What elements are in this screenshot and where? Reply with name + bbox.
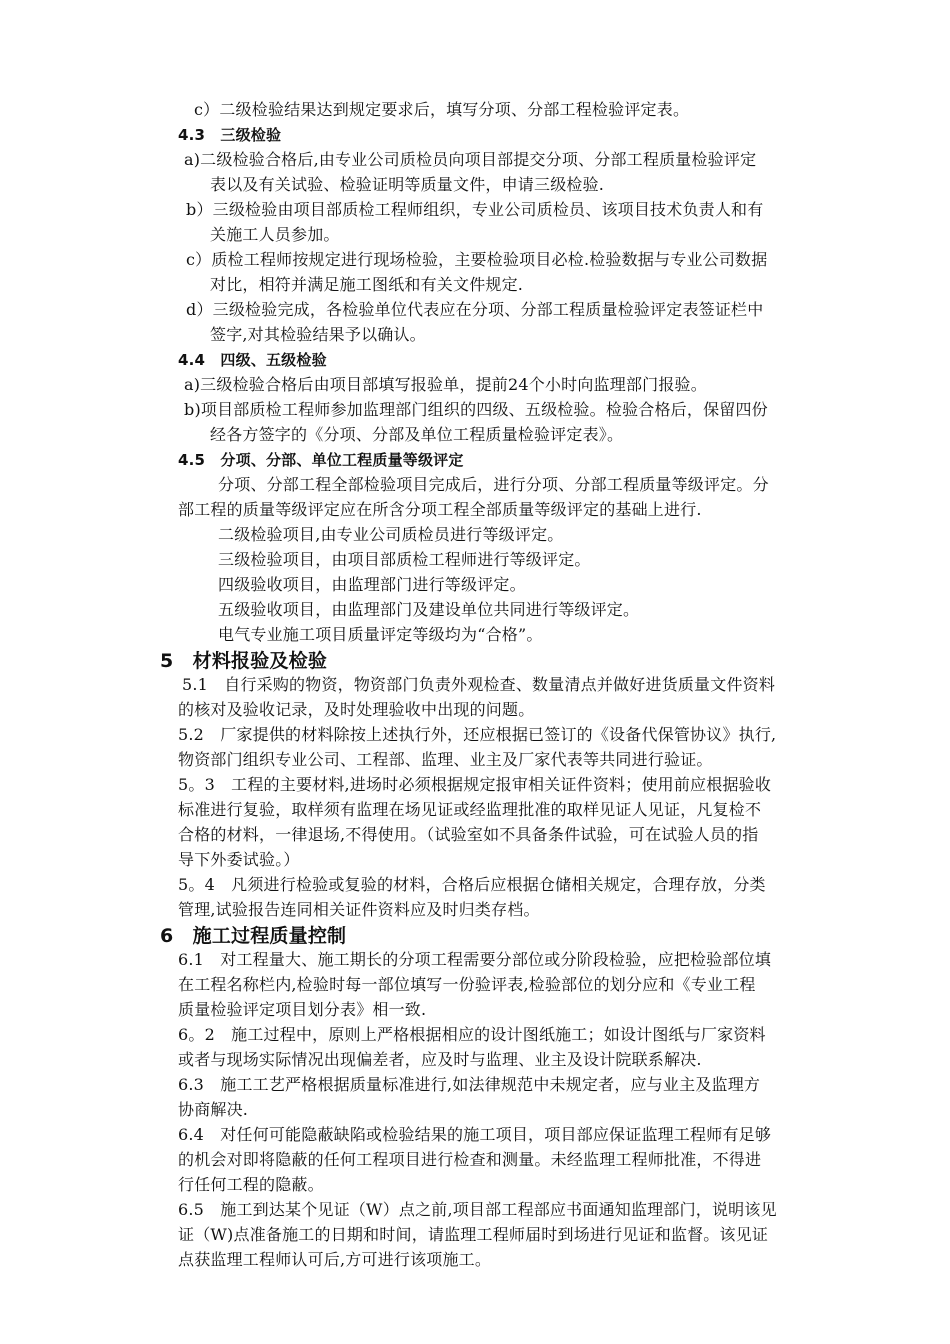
text-line: 行任何工程的隐蔽。 xyxy=(178,1175,324,1194)
text-line: 5。3 工程的主要材料,进场时必须根据规定报审相关证件资料；使用前应根据验收 xyxy=(178,775,772,794)
text-line: 物资部门组织专业公司、工程部、监理、业主及厂家代表等共同进行验证。 xyxy=(178,750,713,769)
text-line: 6.4 对任何可能隐蔽缺陷或检验结果的施工项目，项目部应保证监理工程师有足够 xyxy=(178,1125,772,1144)
text-line: 五级验收项目，由监理部门及建设单位共同进行等级评定。 xyxy=(218,600,640,619)
section-heading: 6 施工过程质量控制 xyxy=(160,925,347,947)
text-line: 分项、分部工程全部检验项目完成后，进行分项、分部工程质量等级评定。分 xyxy=(218,475,769,494)
section-heading: 5 材料报验及检验 xyxy=(160,650,328,672)
text-line: 电气专业施工项目质量评定等级均为“合格”。 xyxy=(218,625,543,644)
text-line: 5。4 凡须进行检验或复验的材料，合格后应根据仓储相关规定，合理存放，分类 xyxy=(178,875,766,894)
text-line: 在工程名称栏内,检验时每一部位填写一份验评表,检验部位的划分应和《专业工程 xyxy=(178,975,756,994)
text-line: 5.1 自行采购的物资，物资部门负责外观检查、数量清点并做好进货质量文件资料 xyxy=(182,675,776,694)
text-line: c）质检工程师按规定进行现场检验，主要检验项目必检.检验数据与专业公司数据 xyxy=(186,250,768,269)
text-line: d）三级检验完成，各检验单位代表应在分项、分部工程质量检验评定表签证栏中 xyxy=(186,300,764,319)
text-line: c）二级检验结果达到规定要求后，填写分项、分部工程检验评定表。 xyxy=(194,100,690,119)
text-line: 三级检验项目，由项目部质检工程师进行等级评定。 xyxy=(218,550,591,569)
text-line: 6。2 施工过程中，原则上严格根据相应的设计图纸施工；如设计图纸与厂家资料 xyxy=(178,1025,766,1044)
text-line: b)项目部质检工程师参加监理部门组织的四级、五级检验。检验合格后，保留四份 xyxy=(184,400,768,419)
subsection-heading: 4.3 三级检验 xyxy=(178,126,282,144)
text-line: 关施工人员参加。 xyxy=(210,225,340,244)
text-line: 导下外委试验。） xyxy=(178,850,300,869)
text-line: a)三级检验合格后由项目部填写报验单，提前24个小时向监理部门报验。 xyxy=(184,375,707,394)
text-line: 的核对及验收记录，及时处理验收中出现的问题。 xyxy=(178,700,535,719)
text-line: 协商解决. xyxy=(178,1100,249,1119)
text-line: 经各方签字的《分项、分部及单位工程质量检验评定表》。 xyxy=(210,425,624,444)
text-line: 标准进行复验，取样须有监理在场见证或经监理批准的取样见证人见证，凡复检不 xyxy=(178,800,762,819)
text-line: 合格的材料，一律退场,不得使用。（试验室如不具备条件试验，可在试验人员的指 xyxy=(178,825,759,844)
text-line: 证（W)点准备施工的日期和时间，请监理工程师届时到场进行见证和监督。该见证 xyxy=(178,1225,769,1244)
text-line: a)二级检验合格后,由专业公司质检员向项目部提交分项、分部工程质量检验评定 xyxy=(184,150,757,169)
text-line: 四级验收项目，由监理部门进行等级评定。 xyxy=(218,575,526,594)
text-line: 6.3 施工工艺严格根据质量标准进行,如法律规范中未规定者，应与业主及监理方 xyxy=(178,1075,761,1094)
subsection-heading: 4.4 四级、五级检验 xyxy=(178,351,327,369)
text-line: 质量检验评定项目划分表》相一致. xyxy=(178,1000,427,1019)
text-line: 6.5 施工到达某个见证（W）点之前,项目部工程部应书面通知监理部门，说明该见 xyxy=(178,1200,777,1219)
text-line: 或者与现场实际情况出现偏差者，应及时与监理、业主及设计院联系解决. xyxy=(178,1050,702,1069)
text-line: b）三级检验由项目部质检工程师组织，专业公司质检员、该项目技术负责人和有 xyxy=(186,200,764,219)
text-line: 点获监理工程师认可后,方可进行该项施工。 xyxy=(178,1250,492,1269)
text-line: 6.1 对工程量大、施工期长的分项工程需要分部位或分阶段检验，应把检验部位填 xyxy=(178,950,772,969)
text-line: 表以及有关试验、检验证明等质量文件，申请三级检验. xyxy=(210,175,605,194)
subsection-heading: 4.5 分项、分部、单位工程质量等级评定 xyxy=(178,451,464,469)
text-line: 对比，相符并满足施工图纸和有关文件规定. xyxy=(210,275,524,294)
text-line: 管理,试验报告连同相关证件资料应及时归类存档。 xyxy=(178,900,540,919)
text-line: 二级检验项目,由专业公司质检员进行等级评定。 xyxy=(218,525,564,544)
text-line: 的机会对即将隐蔽的任何工程项目进行检查和测量。未经监理工程师批准，不得进 xyxy=(178,1150,762,1169)
text-line: 5.2 厂家提供的材料除按上述执行外，还应根据已签订的《设备代保管协议》执行, xyxy=(178,725,777,744)
text-line: 签字,对其检验结果予以确认。 xyxy=(210,325,426,344)
text-line: 部工程的质量等级评定应在所含分项工程全部质量等级评定的基础上进行. xyxy=(178,500,702,519)
